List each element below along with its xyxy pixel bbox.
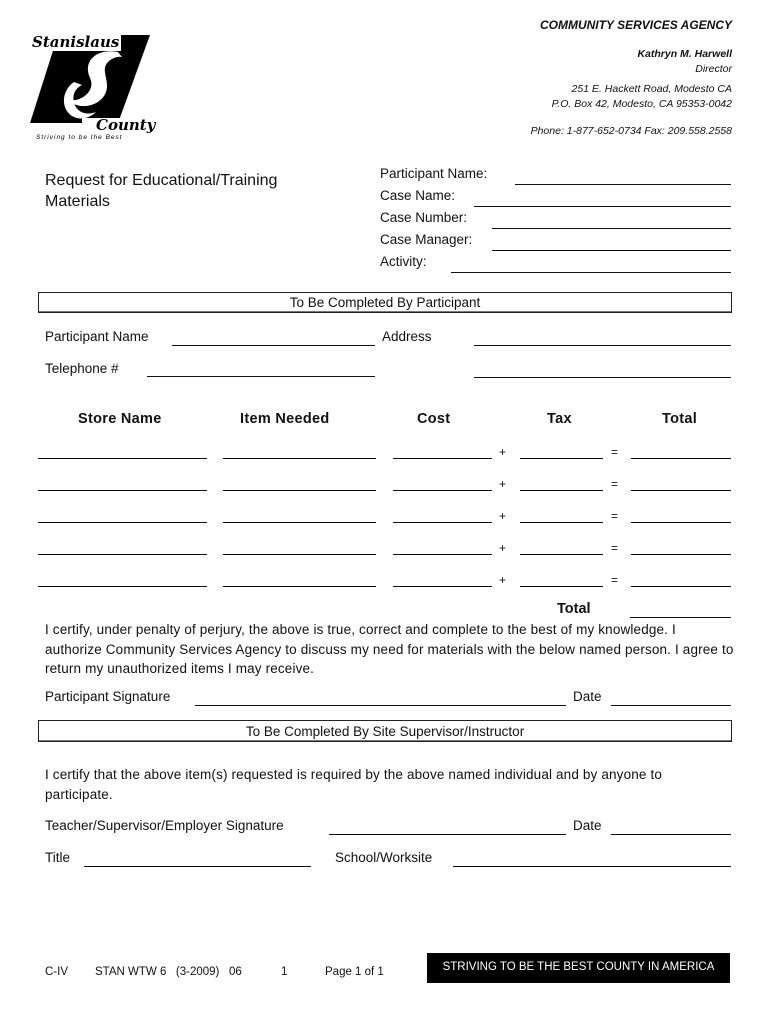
supervisor-certify-text: I certify that the above item(s) requested is required by the above named individual and by anyone to participate.: [45, 767, 663, 802]
title-line[interactable]: [84, 866, 311, 867]
telephone-field[interactable]: [147, 376, 375, 377]
total-field[interactable]: [631, 458, 731, 459]
plus-sign: +: [499, 573, 507, 587]
tax-field[interactable]: [520, 522, 603, 523]
logo-top-text: Stanislaus: [32, 33, 120, 51]
participant-name-line[interactable]: [515, 184, 731, 185]
tax-field[interactable]: [520, 490, 603, 491]
school-worksite-label: School/Worksite: [335, 850, 433, 865]
school-worksite-line[interactable]: [453, 866, 731, 867]
address-line2: P.O. Box 42, Modesto, CA 95353-0042: [551, 98, 732, 110]
equals-sign: =: [611, 445, 619, 459]
plus-sign: +: [499, 445, 507, 459]
title-label: Title: [45, 850, 71, 865]
section-supervisor-header: To Be Completed By Site Supervisor/Instructor: [38, 720, 732, 742]
equals-sign: =: [611, 477, 619, 491]
col-total: Total: [662, 411, 698, 427]
cost-field[interactable]: [393, 554, 492, 555]
case-name-line[interactable]: [474, 206, 731, 207]
item-needed-field[interactable]: [223, 458, 376, 459]
teacher-date-label: Date: [573, 818, 602, 833]
equals-sign: =: [611, 509, 619, 523]
cost-field[interactable]: [393, 490, 492, 491]
case-field-participant-name: Participant Name:: [380, 166, 488, 181]
total-field[interactable]: [631, 522, 731, 523]
footer-slogan-badge: STRIVING TO BE THE BEST COUNTY IN AMERICA: [427, 953, 730, 983]
col-store-name: Store Name: [78, 411, 162, 427]
plus-sign: +: [499, 509, 507, 523]
grand-total-label: Total: [557, 601, 591, 617]
total-field[interactable]: [631, 586, 731, 587]
plus-sign: +: [499, 477, 507, 491]
col-item-needed: Item Needed: [240, 411, 330, 427]
footer-page: Page 1 of 1: [325, 966, 384, 978]
address-label: Address: [382, 329, 432, 344]
equals-sign: =: [611, 573, 619, 587]
grand-total-line[interactable]: [630, 617, 731, 618]
teacher-date-line[interactable]: [611, 834, 731, 835]
cost-field[interactable]: [393, 458, 492, 459]
phone-fax: Phone: 1-877-652-0734 Fax: 209.558.2558: [530, 125, 732, 137]
store-name-field[interactable]: [38, 554, 207, 555]
activity-line[interactable]: [451, 272, 731, 273]
participant-name-field[interactable]: [172, 345, 375, 346]
case-manager-line[interactable]: [492, 250, 731, 251]
case-field-case-manager: Case Manager:: [380, 232, 473, 247]
equals-sign: =: [611, 541, 619, 555]
participant-signature-line[interactable]: [195, 705, 566, 706]
cost-field[interactable]: [393, 586, 492, 587]
item-needed-field[interactable]: [223, 522, 376, 523]
plus-sign: +: [499, 541, 507, 555]
form-title-line1: Request for Educational/Training: [45, 172, 278, 189]
tax-field[interactable]: [520, 458, 603, 459]
certify-text: I certify, under penalty of perjury, the above is true, correct and complete to the best of my knowledge. I authorize Community Services Agency to discuss my need for materials with the below named person. I agree to return my unauthorized items I may receive.: [45, 622, 734, 676]
footer-code: C-IV: [45, 966, 68, 978]
participant-date-label: Date: [573, 689, 602, 704]
agency-name: COMMUNITY SERVICES AGENCY: [539, 18, 732, 32]
store-name-field[interactable]: [38, 458, 207, 459]
footer-number: 1: [281, 966, 288, 978]
total-field[interactable]: [631, 490, 731, 491]
participant-date-line[interactable]: [611, 705, 731, 706]
logo-tagline: Striving to be the Best: [36, 134, 123, 141]
address-field-line2[interactable]: [474, 377, 731, 378]
teacher-signature-label: Teacher/Supervisor/Employer Signature: [45, 818, 284, 833]
form-title-line2: Materials: [45, 193, 110, 210]
store-name-field[interactable]: [38, 522, 207, 523]
total-field[interactable]: [631, 554, 731, 555]
director-name: Kathryn M. Harwell: [637, 48, 732, 60]
tax-field[interactable]: [520, 554, 603, 555]
participant-name-label: Participant Name: [45, 329, 149, 344]
logo-bottom-text: County: [96, 116, 156, 134]
col-tax: Tax: [547, 411, 572, 427]
section-participant-header: To Be Completed By Participant: [38, 292, 732, 313]
telephone-label: Telephone #: [45, 361, 119, 376]
address-line1: 251 E. Hackett Road, Modesto CA: [571, 83, 732, 95]
case-field-activity: Activity:: [380, 254, 427, 269]
item-needed-field[interactable]: [223, 554, 376, 555]
store-name-field[interactable]: [38, 490, 207, 491]
footer-form-id: STAN WTW 6 (3-2009) 06: [95, 966, 242, 978]
case-number-line[interactable]: [492, 228, 731, 229]
teacher-signature-line[interactable]: [329, 834, 566, 835]
director-title: Director: [695, 63, 732, 75]
cost-field[interactable]: [393, 522, 492, 523]
participant-signature-label: Participant Signature: [45, 689, 171, 704]
case-field-case-name: Case Name:: [380, 188, 456, 203]
tax-field[interactable]: [520, 586, 603, 587]
address-field-line1[interactable]: [474, 345, 731, 346]
item-needed-field[interactable]: [223, 490, 376, 491]
item-needed-field[interactable]: [223, 586, 376, 587]
store-name-field[interactable]: [38, 586, 207, 587]
case-field-case-number: Case Number:: [380, 210, 468, 225]
col-cost: Cost: [417, 411, 451, 427]
county-logo: [30, 30, 155, 145]
